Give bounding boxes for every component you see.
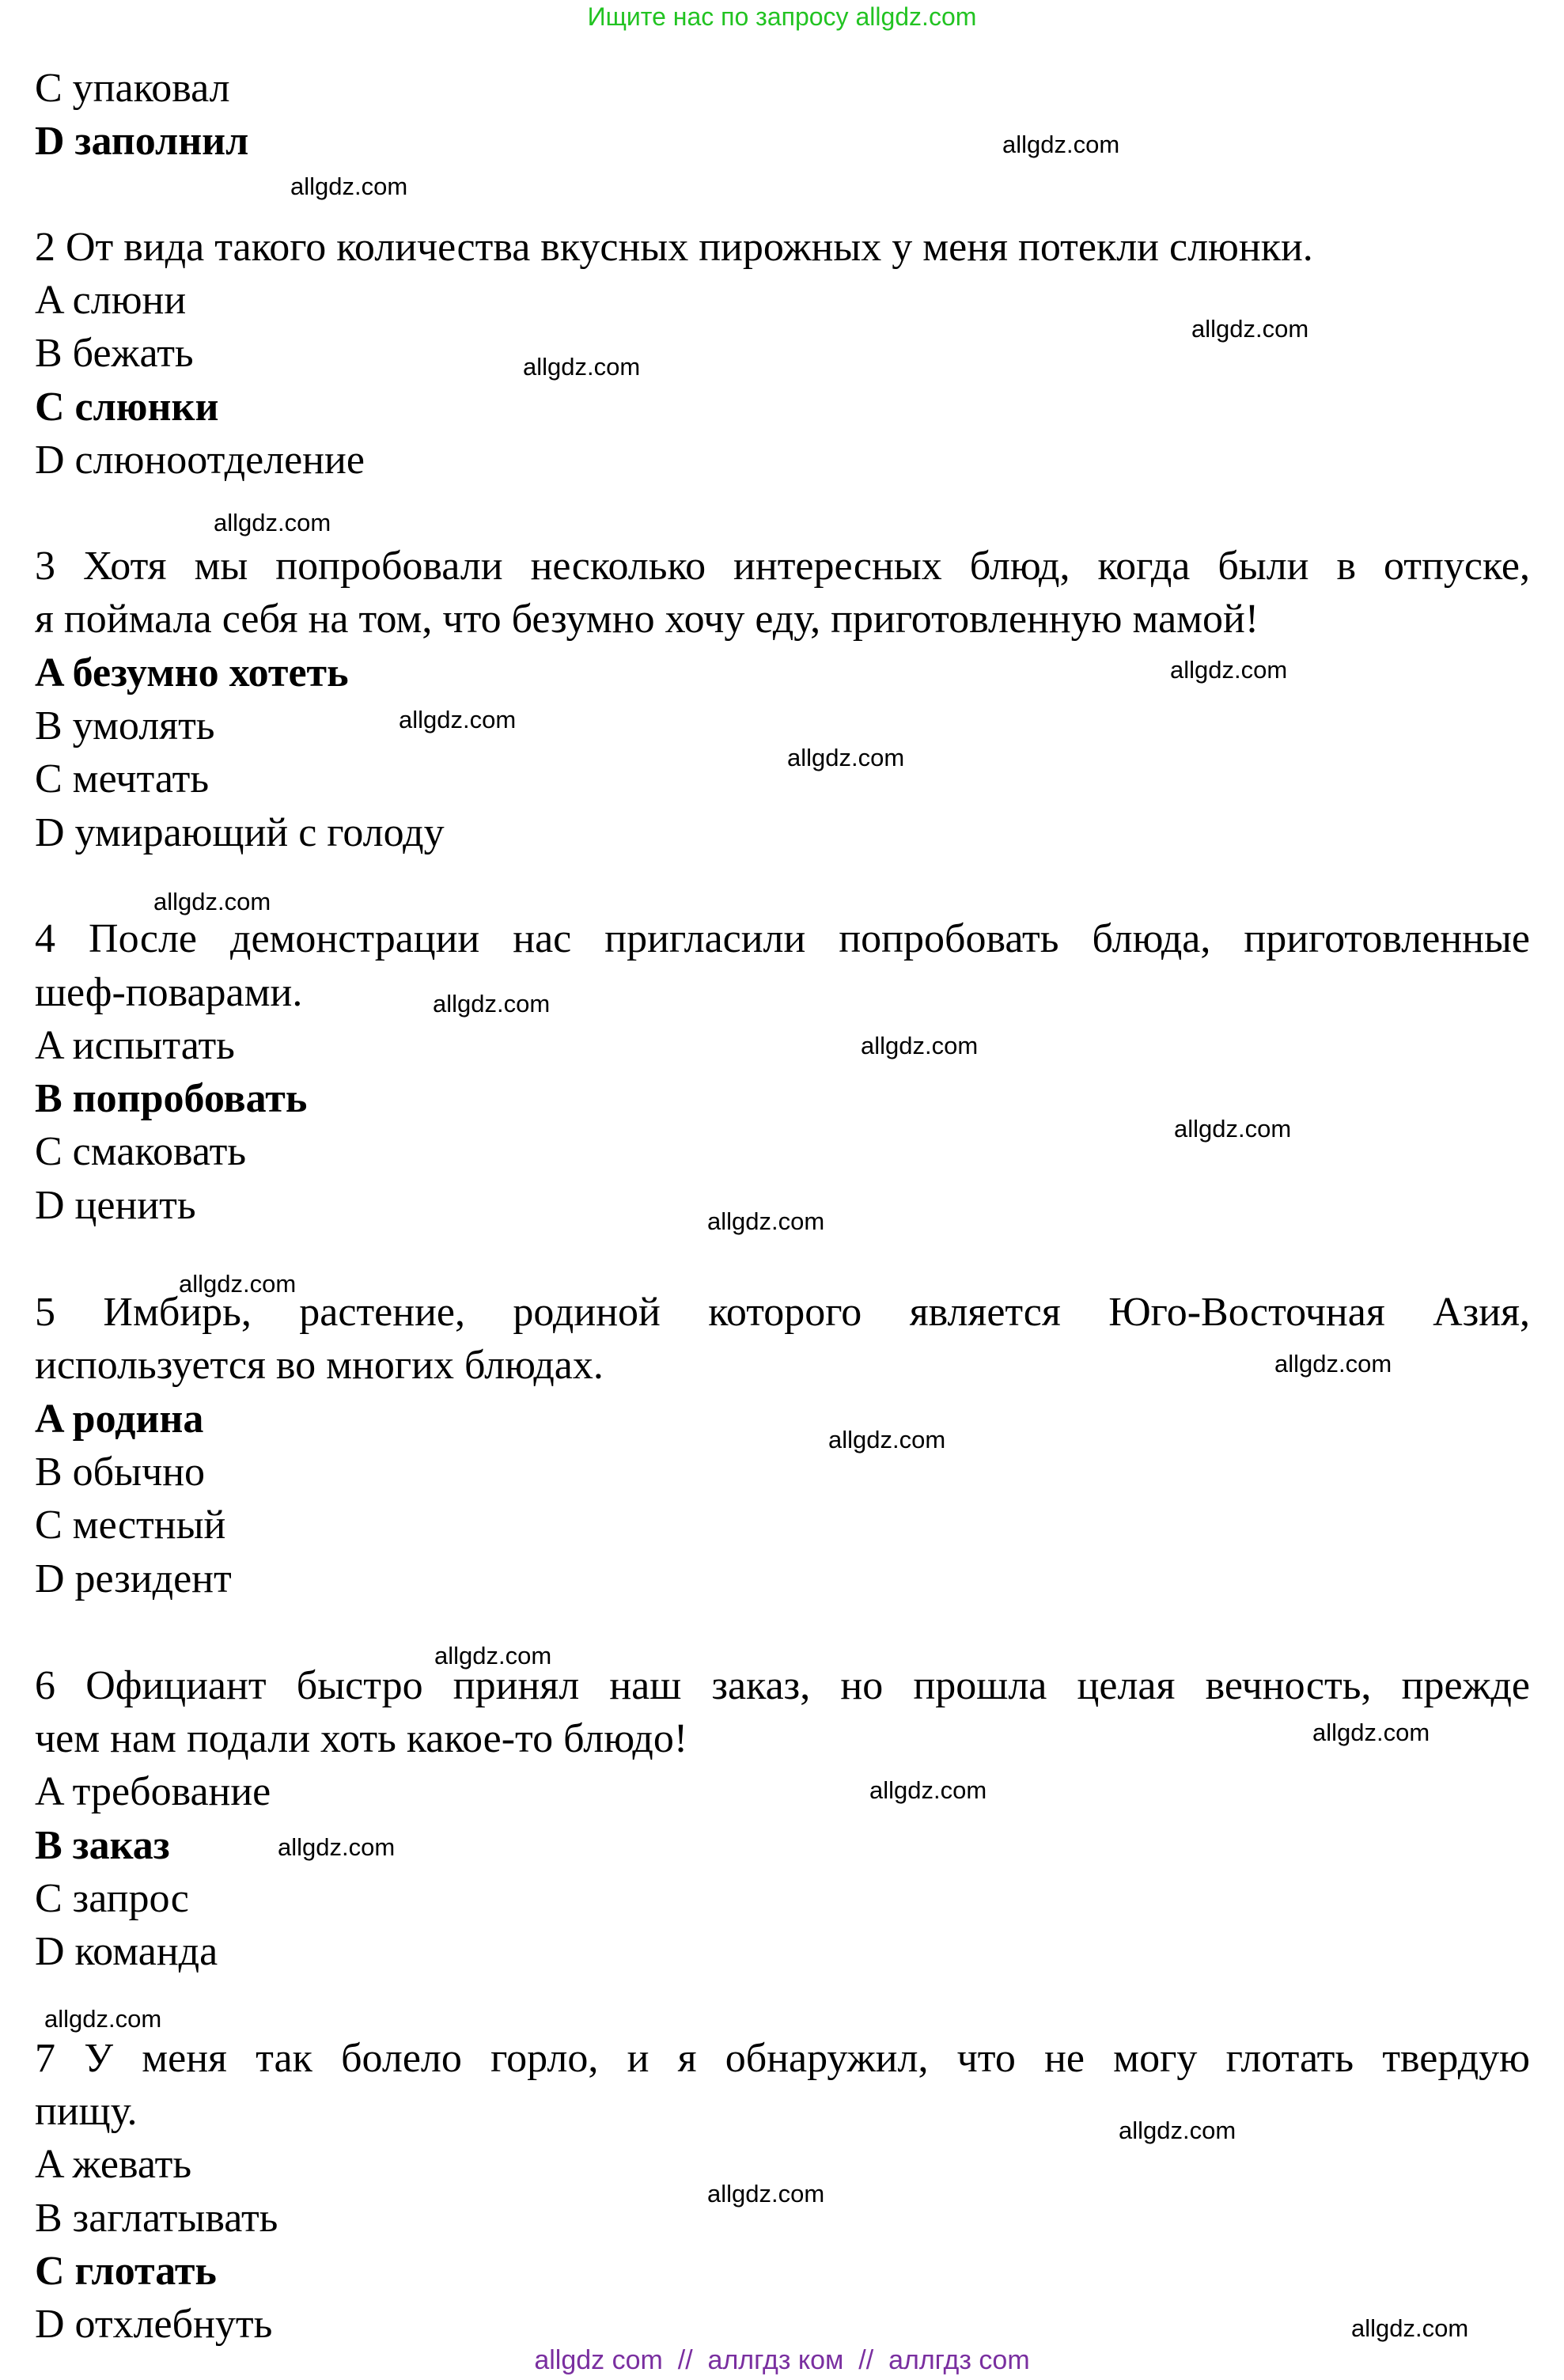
watermark: allgdz.com (1191, 315, 1309, 343)
q5-text-line1: 5 Имбирь, растение, родиной которого является Юго-Восточная Азия, (35, 1290, 1530, 1335)
watermark: allgdz.com (787, 744, 905, 771)
watermark: allgdz.com (44, 2005, 162, 2033)
q6-option-c: C запрос (35, 1876, 189, 1921)
q6-option-b-answer: B заказ (35, 1823, 170, 1868)
watermark: allgdz.com (179, 1270, 297, 1298)
watermark: allgdz.com (1170, 656, 1288, 684)
q2-option-b: B бежать (35, 331, 194, 376)
q3-option-a-answer: A безумно хотеть (35, 650, 349, 695)
q5-text-line2: используется во многих блюдах. (35, 1343, 604, 1388)
watermark: allgdz.com (1312, 1719, 1430, 1746)
watermark: allgdz.com (523, 353, 641, 381)
watermark: allgdz.com (869, 1776, 987, 1804)
q4-option-c: C смаковать (35, 1129, 247, 1174)
q2-option-a: A слюни (35, 278, 187, 323)
watermark: allgdz.com (1351, 2314, 1469, 2342)
watermark: allgdz.com (1274, 1350, 1392, 1378)
site-banner: Ищите нас по запросу allgdz.com (587, 2, 977, 31)
q6-option-d: D команда (35, 1929, 218, 1974)
q4-text-line2: шеф-поварами. (35, 970, 303, 1015)
watermark: allgdz.com (1174, 1115, 1292, 1143)
q4-option-d: D ценить (35, 1183, 196, 1228)
watermark: allgdz.com (828, 1426, 946, 1453)
q5-option-b: B обычно (35, 1450, 206, 1495)
q4-text-line1: 4 После демонстрации нас пригласили попробовать блюда, приготовленные (35, 916, 1530, 961)
q3-option-b: B умолять (35, 703, 215, 748)
q7-option-a: A жевать (35, 2142, 192, 2187)
q7-text-line2: пищу. (35, 2089, 138, 2134)
q3-option-c: C мечтать (35, 756, 210, 802)
watermark: allgdz.com (433, 990, 551, 1018)
q2-text: 2 От вида такого количества вкусных пирожных у меня потекли слюнки. (35, 225, 1313, 270)
watermark: allgdz.com (1119, 2117, 1236, 2144)
q5-option-c: C местный (35, 1503, 226, 1548)
q7-option-d: D отхлебнуть (35, 2302, 273, 2347)
q6-option-a: A требование (35, 1769, 271, 1814)
q2-option-d: D слюноотделение (35, 438, 365, 483)
prev-option-c: C упаковал (35, 66, 230, 111)
q3-option-d: D умирающий с голоду (35, 810, 445, 855)
prev-option-d-answer: D заполнил (35, 119, 249, 164)
watermark: allgdz.com (707, 1207, 825, 1235)
q2-option-c-answer: C слюнки (35, 385, 219, 430)
q4-option-a: A испытать (35, 1023, 235, 1068)
watermark: allgdz.com (861, 1032, 979, 1059)
q6-text-line1: 6 Официант быстро принял наш заказ, но прошла целая вечность, прежде (35, 1663, 1530, 1708)
q5-option-d: D резидент (35, 1556, 232, 1601)
q5-option-a-answer: A родина (35, 1397, 204, 1442)
watermark: allgdz.com (290, 172, 408, 200)
q7-option-c-answer: C глотать (35, 2249, 217, 2294)
watermark: allgdz.com (707, 2180, 825, 2208)
q6-text-line2: чем нам подали хоть какое-то блюдо! (35, 1716, 688, 1761)
q3-text-line2: я поймала себя на том, что безумно хочу еду, приготовленную мамой! (35, 597, 1259, 642)
watermark: allgdz.com (1002, 131, 1120, 158)
q7-text-line1: 7 У меня так болело горло, и я обнаружил, что не могу глотать твердую (35, 2036, 1530, 2081)
q4-option-b-answer: B попробовать (35, 1076, 308, 1121)
watermark: allgdz.com (278, 1833, 396, 1861)
footer-links: allgdz com // аллгдз ком // аллгдз com (534, 2345, 1030, 2375)
watermark: allgdz.com (214, 509, 331, 536)
watermark: allgdz.com (434, 1642, 552, 1669)
watermark: allgdz.com (399, 706, 517, 733)
q3-text-line1: 3 Хотя мы попробовали несколько интересных блюд, когда были в отпуске, (35, 544, 1530, 589)
watermark: allgdz.com (153, 888, 271, 915)
q7-option-b: B заглатывать (35, 2196, 278, 2241)
